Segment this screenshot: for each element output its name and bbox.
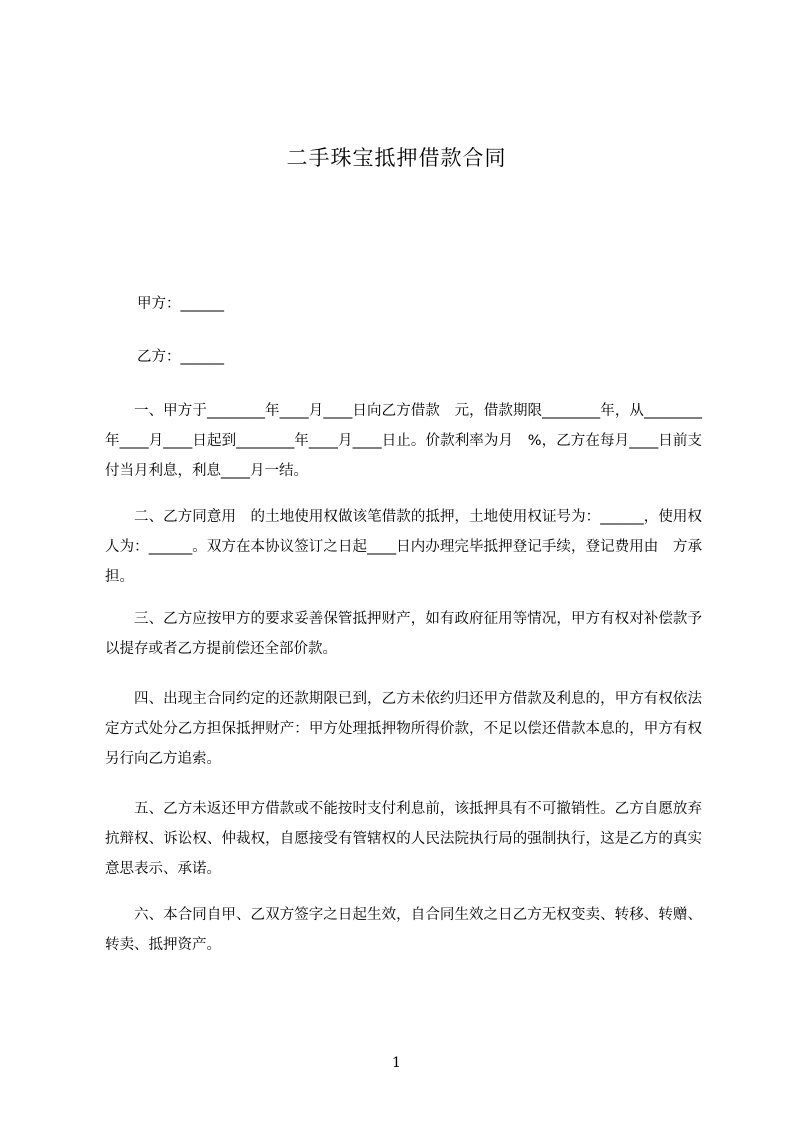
clause-2: 二、乙方同意用 的土地使用权做该笔借款的抵押，土地使用权证号为：______，使用权人为：______。双方在本协议签订之日起____日内办理完毕抵押登记手续，登记费用由 方承担。	[105, 509, 702, 585]
party-a-line: 甲方：______	[137, 296, 224, 312]
party-b-line: 乙方：______	[137, 349, 224, 365]
clause-4: 四、出现主合同约定的还款期限已到，乙方未依约归还甲方借款及利息的，甲方有权依法定方式处分乙方担保抵押财产：甲方处理抵押物所得价款，不足以偿还借款本息的，甲方有权另行向乙方追索。	[105, 691, 702, 767]
document-title: 二手珠宝抵押借款合同	[286, 146, 507, 170]
clause-6: 六、本合同自甲、乙双方签字之日起生效，自合同生效之日乙方无权变卖、转移、转赠、转卖、抵押资产。	[105, 907, 702, 953]
clause-3: 三、乙方应按甲方的要求妥善保管抵押财产，如有政府征用等情况，甲方有权对补偿款予以提存或者乙方提前偿还全部价款。	[105, 611, 702, 657]
clause-5: 五、乙方未返还甲方借款或不能按时支付利息前，该抵押具有不可撤销性。乙方自愿放弃抗辩权、诉讼权、仲裁权，自愿接受有管辖权的人民法院执行局的强制执行，这是乙方的真实意思表示、承诺。	[105, 801, 702, 877]
page-number: 1	[392, 1055, 401, 1071]
clause-1: 一、甲方于________年____月____日向乙方借款 元，借款期限________年，从________年____月____日起到________年____月____日止。价款利率为月 %，乙方在每月____日前支付当月利息，利息____月一结。	[105, 403, 702, 479]
